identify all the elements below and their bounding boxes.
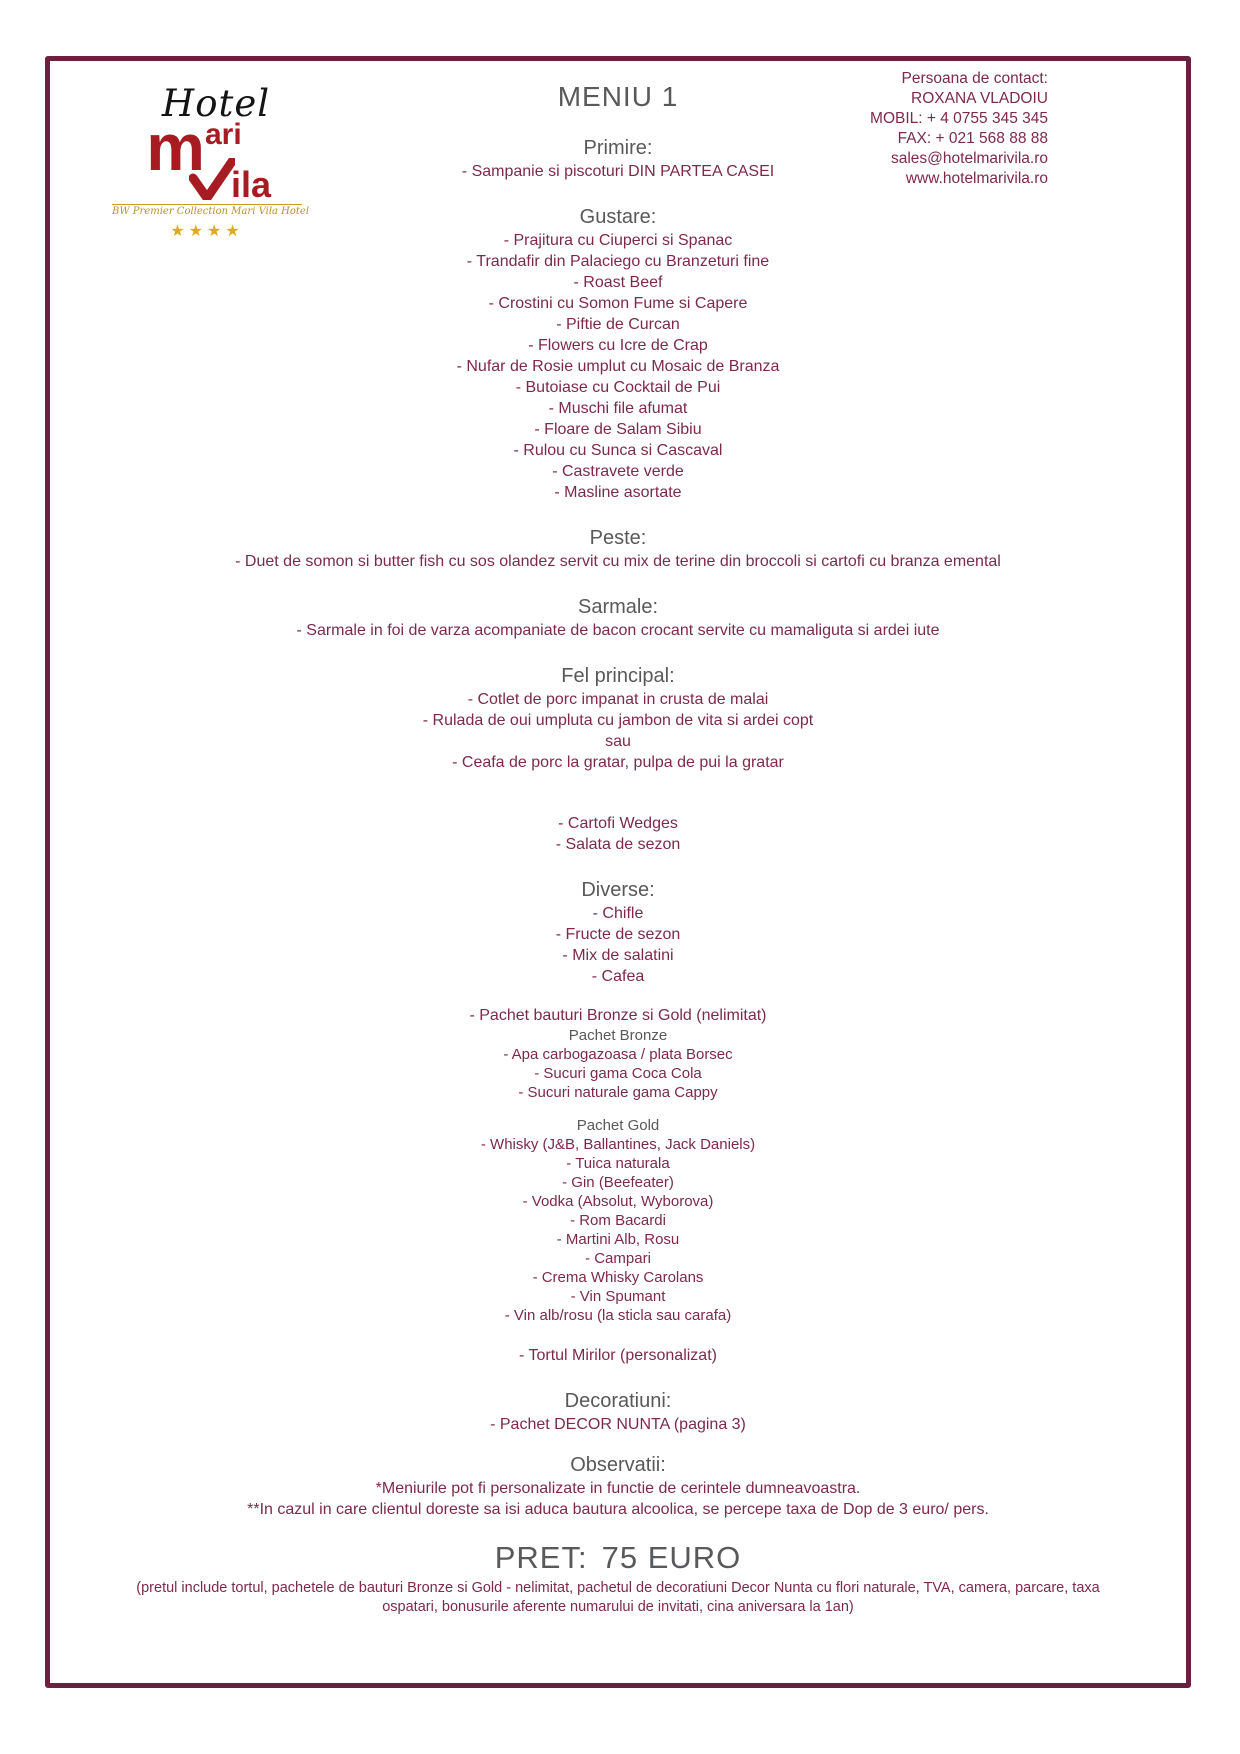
- menu-item: - Chifle: [592, 905, 644, 922]
- section-peste: [50, 526, 1186, 572]
- hotel-logo: [112, 82, 310, 241]
- menu-item: - Roast Beef: [573, 274, 663, 291]
- section-gustare: [50, 205, 1186, 503]
- price-value: 75 EURO: [601, 1540, 742, 1575]
- logo-vila-rest: ila: [230, 163, 272, 205]
- menu-item: - Ceafa de porc la gratar, pulpa de pui la gratar: [452, 754, 784, 771]
- price-block: [50, 1540, 1186, 1617]
- logo-checkmark-icon: [189, 158, 235, 200]
- menu-item: - Crostini cu Somon Fume si Capere: [488, 295, 748, 312]
- section-observatii: [50, 1453, 1186, 1520]
- logo-gold-rule: [112, 204, 302, 205]
- contact-line: www.hotelmarivila.ro: [905, 170, 1048, 187]
- section-items: [50, 689, 1186, 773]
- menu-item: - Salata de sezon: [555, 836, 681, 853]
- section-tort: [50, 1345, 1186, 1366]
- menu-item: - Sucuri naturale gama Cappy: [518, 1084, 718, 1101]
- menu-item: - Butoiase cu Cocktail de Pui: [515, 379, 721, 396]
- menu-item: - Cartofi Wedges: [558, 815, 678, 832]
- menu-item: - Piftie de Curcan: [556, 316, 680, 333]
- observation-line: *Meniurile pot fi personalizate in functie de cerintele dumneavoastra.: [375, 1480, 861, 1497]
- price-label: PRET:: [494, 1540, 588, 1575]
- section-diverse: [50, 878, 1186, 987]
- menu-item: sau: [605, 733, 631, 750]
- logo-stars-icon: ★★★★: [170, 222, 244, 240]
- contact-block: [870, 69, 1048, 189]
- section-heading: Fel principal:: [561, 665, 675, 687]
- menu-title: MENIU 1: [557, 81, 679, 112]
- contact-line: ROXANA VLADOIU: [911, 90, 1048, 107]
- menu-item: - Gin (Beefeater): [562, 1174, 674, 1191]
- section-heading: Observatii:: [570, 1454, 666, 1476]
- bauturi-intro: - Pachet bauturi Bronze si Gold (nelimitat): [469, 1007, 767, 1024]
- menu-item: - Cotlet de porc impanat in crusta de malai: [467, 691, 769, 708]
- logo-tagline: BW Premier Collection Mari Vila Hotel: [112, 205, 310, 217]
- section-heading: Decoratiuni:: [564, 1390, 672, 1412]
- section-sarmale: [50, 595, 1186, 641]
- menu-item: - Rulada de oui umpluta cu jambon de vita si ardei copt: [422, 712, 814, 729]
- menu-item: - Tortul Mirilor (personalizat): [519, 1347, 717, 1364]
- menu-item: - Rulou cu Sunca si Cascaval: [513, 442, 723, 459]
- section-fel-principal: [50, 664, 1186, 773]
- section-heading: Diverse:: [581, 879, 655, 901]
- observation-line: **In cazul in care clientul doreste sa isi aduca bautura alcoolica, se percepe taxa de Dop de 3 euro/ pers.: [247, 1501, 989, 1518]
- menu-item: - Mix de salatini: [562, 947, 674, 964]
- section-items: [50, 1045, 1186, 1102]
- menu-item: - Sucuri gama Coca Cola: [534, 1065, 702, 1082]
- section-heading: Sarmale:: [577, 596, 659, 618]
- menu-item: - Apa carbogazoasa / plata Borsec: [503, 1046, 733, 1063]
- section-decoratiuni: [50, 1389, 1186, 1435]
- logo-mari-initial: m: [146, 110, 205, 184]
- section-items: [50, 1478, 1186, 1520]
- menu-item: - Masline asortate: [554, 484, 682, 501]
- menu-item: - Flowers cu Icre de Crap: [528, 337, 708, 354]
- menu-item: - Pachet DECOR NUNTA (pagina 3): [490, 1416, 746, 1433]
- menu-item: - Trandafir din Palaciego cu Branzeturi fine: [466, 253, 770, 270]
- section-items: [50, 813, 1186, 855]
- menu-item: - Vin alb/rosu (la sticla sau carafa): [504, 1307, 732, 1324]
- pachet-bronze-block: [50, 1026, 1186, 1102]
- section-bauturi: [50, 1005, 1186, 1325]
- menu-item: - Vodka (Absolut, Wyborova): [522, 1193, 714, 1210]
- section-heading: Primire:: [583, 137, 653, 159]
- section-heading: Gustare:: [579, 206, 657, 228]
- section-heading: Peste:: [589, 527, 647, 549]
- section-items: [50, 620, 1186, 641]
- pachet-gold-title: Pachet Gold: [576, 1117, 660, 1134]
- section-items: [50, 551, 1186, 572]
- logo-mari-rest: ari: [204, 118, 242, 151]
- menu-item: - Sarmale in foi de varza acompaniate de bacon crocant servite cu mamaliguta si ardei iute: [296, 622, 940, 639]
- menu-item: - Floare de Salam Sibiu: [534, 421, 702, 438]
- section-items: [50, 1345, 1186, 1366]
- menu-item: - Duet de somon si butter fish cu sos olandez servit cu mix de terine din broccoli si cartofi cu branza emental: [235, 553, 1001, 570]
- pachet-bronze-title: Pachet Bronze: [568, 1027, 668, 1044]
- menu-item: - Rom Bacardi: [570, 1212, 666, 1229]
- menu-content: [50, 61, 1186, 1617]
- contact-line: MOBIL: + 4 0755 345 345: [870, 110, 1048, 127]
- section-items: [50, 1414, 1186, 1435]
- menu-item: - Cafea: [591, 968, 645, 985]
- menu-item: - Martini Alb, Rosu: [556, 1231, 680, 1248]
- menu-item: - Whisky (J&B, Ballantines, Jack Daniels): [480, 1136, 756, 1153]
- menu-item: - Nufar de Rosie umplut cu Mosaic de Branza: [456, 358, 780, 375]
- section-items: [50, 903, 1186, 987]
- menu-item: - Crema Whisky Carolans: [532, 1269, 704, 1286]
- menu-item: - Campari: [585, 1250, 651, 1267]
- section-garnituri: [50, 813, 1186, 855]
- contact-line: Persoana de contact:: [901, 70, 1048, 87]
- pachet-gold-block: [50, 1116, 1186, 1325]
- menu-item: - Muschi file afumat: [548, 400, 688, 417]
- menu-item: - Tuica naturala: [566, 1155, 670, 1172]
- menu-item: - Prajitura cu Ciuperci si Spanac: [503, 232, 733, 249]
- price-line: [50, 1540, 1186, 1576]
- price-footnote: (pretul include tortul, pachetele de bauturi Bronze si Gold - nelimitat, pachetul de decoratiuni Decor Nunta cu flori naturale, TVA, camera, parcare, taxa ospatari, bonusurile aferente numarului de invitati, cina aniversara la 1an): [136, 1580, 1100, 1615]
- menu-item: - Sampanie si piscoturi DIN PARTEA CASEI: [461, 163, 775, 180]
- page-border-frame: [45, 56, 1191, 1688]
- menu-item: - Fructe de sezon: [555, 926, 681, 943]
- menu-item: - Vin Spumant: [570, 1288, 666, 1305]
- contact-line: FAX: + 021 568 88 88: [897, 130, 1048, 147]
- contact-line: sales@hotelmarivila.ro: [890, 150, 1048, 167]
- logo-hotel-word: Hotel: [161, 82, 271, 125]
- section-items: [50, 1135, 1186, 1325]
- menu-item: - Castravete verde: [552, 463, 684, 480]
- section-items: [50, 230, 1186, 503]
